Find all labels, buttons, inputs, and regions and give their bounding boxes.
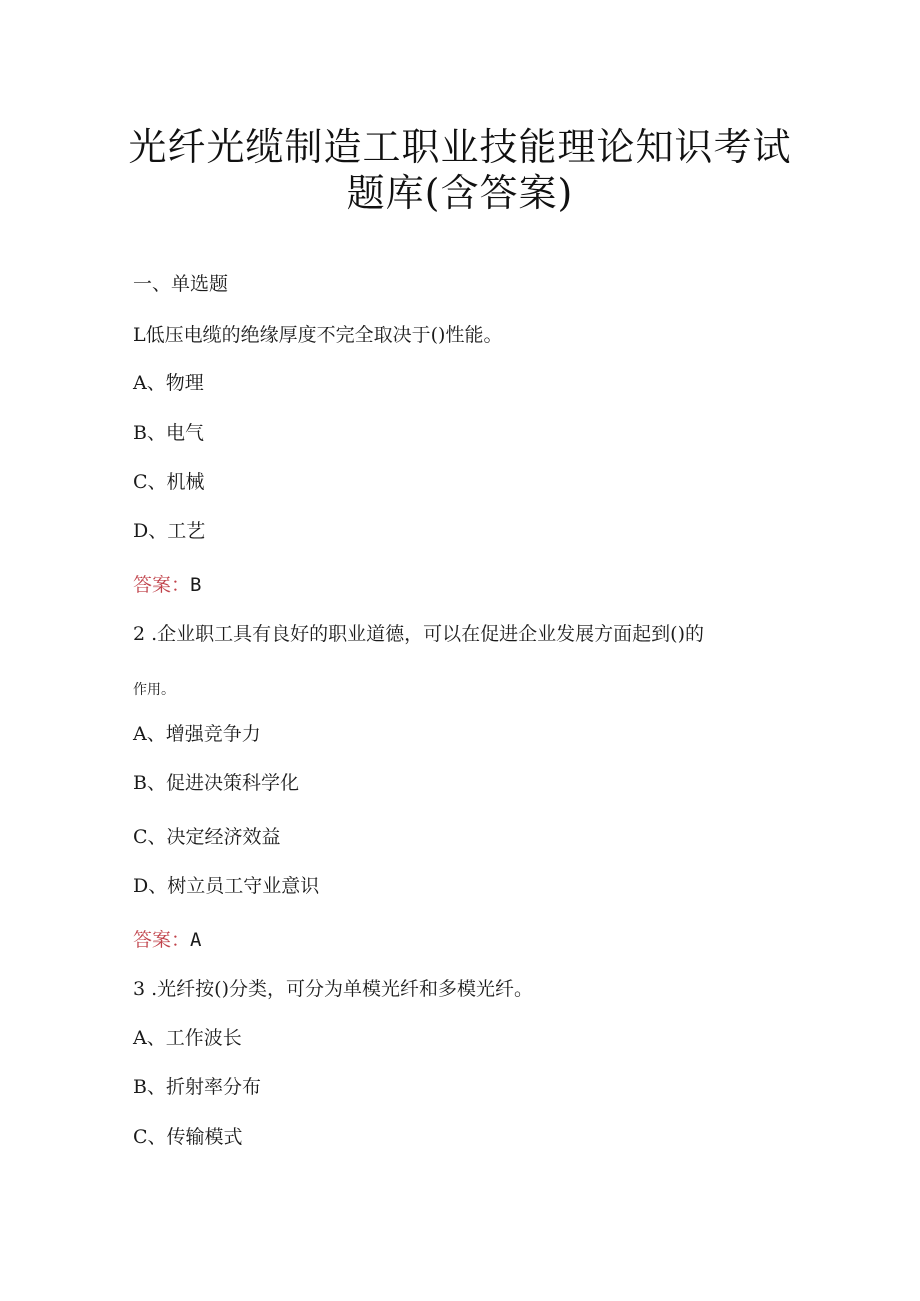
question-2-option-a: A、增强竞争力 xyxy=(133,723,261,745)
question-1-option-b: B、电气 xyxy=(133,422,204,444)
answer-value: B xyxy=(190,574,202,596)
question-2-option-b: B、促进决策科学化 xyxy=(133,772,299,794)
question-2-option-d: D、树立员工守业意识 xyxy=(133,875,320,897)
question-1-stem: L低压电缆的绝缘厚度不完全取决于()性能。 xyxy=(133,324,503,346)
question-1-answer xyxy=(133,573,201,597)
question-1-option-a: A、物理 xyxy=(133,372,204,394)
document-title-line1: 光纤光缆制造工职业技能理论知识考试 xyxy=(128,125,792,169)
question-1-option-c: C、机械 xyxy=(133,471,205,493)
question-1-option-d: D、工艺 xyxy=(133,520,206,542)
section-heading: 一、单选题 xyxy=(133,273,229,295)
question-3-option-c: C、传输模式 xyxy=(133,1126,243,1148)
answer-value: A xyxy=(190,929,202,951)
answer-label: 答案： xyxy=(133,929,191,951)
question-2-option-c: C、决定经济效益 xyxy=(133,826,281,848)
answer-label: 答案： xyxy=(133,574,191,596)
question-2-answer xyxy=(133,928,201,952)
question-2-stem: 2 .企业职工具有良好的职业道德，可以在促进企业发展方面起到()的 xyxy=(133,623,704,645)
question-2-stem-continued: 作用。 xyxy=(133,682,175,698)
question-3-option-a: A、工作波长 xyxy=(133,1027,242,1049)
question-3-option-b: B、折射率分布 xyxy=(133,1076,261,1098)
question-3-stem: 3 .光纤按()分类，可分为单模光纤和多模光纤。 xyxy=(133,978,533,1000)
document-title-line2: 题库(含答案) xyxy=(346,171,574,215)
